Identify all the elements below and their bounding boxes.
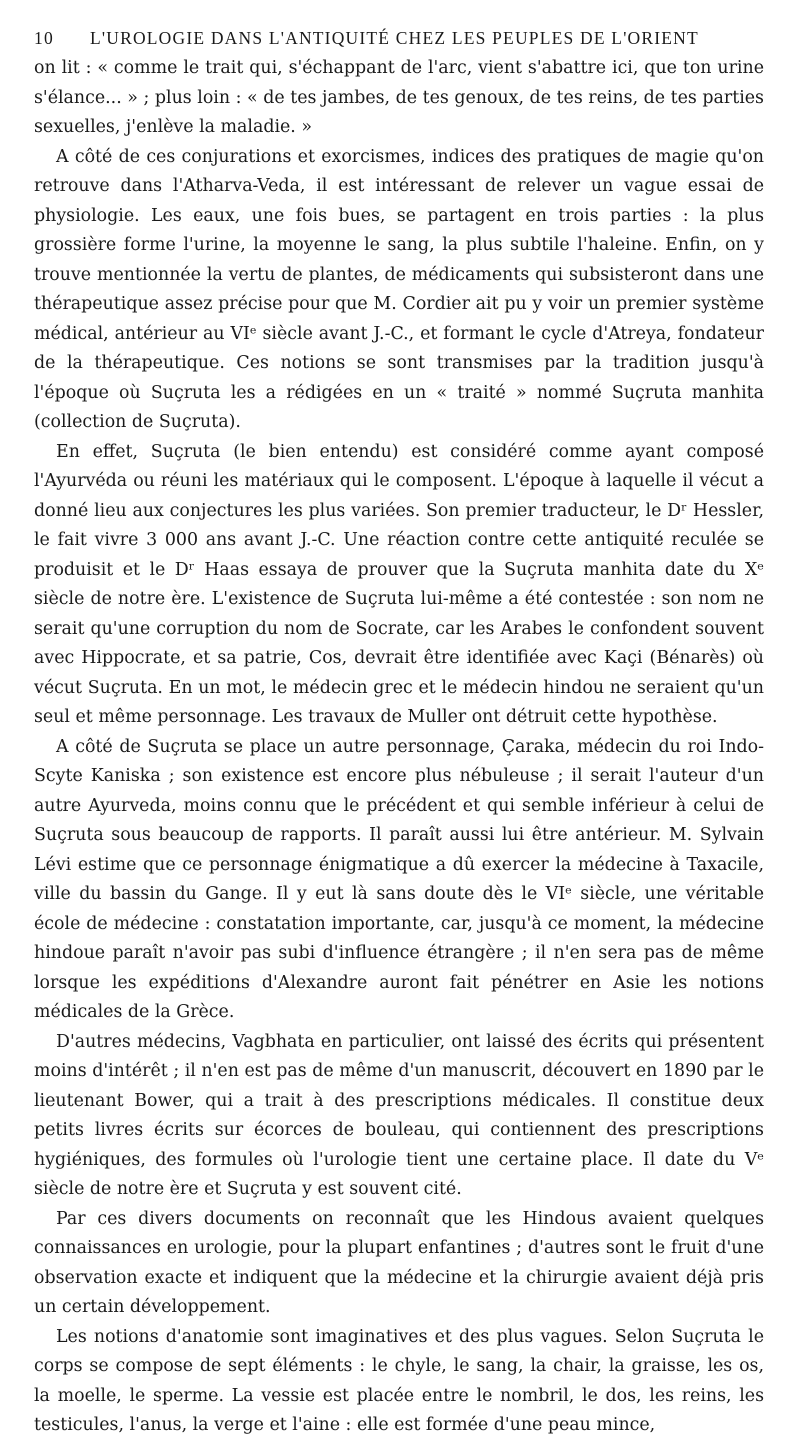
paragraph: D'autres médecins, Vagbhata en particulier, ont laissé des écrits qui présentent moins d'intérêt ; il n'en est pas de même d'un manuscrit, découvert en 1890 par le lieutenant Bower, qui a trait à des prescriptions médicales. Il constitue deux petits livres écrits sur écorces de bouleau, qui contiennent des prescriptions hygiéniques, des formules où l'urologie tient une certaine place. Il date du Vᵉ siècle de notre ère et Suçruta y est souvent cité.: [34, 1031, 764, 1199]
paragraph-continuation: on lit : « comme le trait qui, s'échappant de l'arc, vient s'abattre ici, que ton urine s'élance... » ; plus loin : « de tes jambes, de tes genoux, de tes reins, de tes parties sexuelles, j'enlève la maladie. »: [34, 58, 764, 137]
body-text: [34, 54, 764, 1441]
paragraph: A côté de Suçruta se place un autre personnage, Çaraka, médecin du roi Indo-Scyte Kaniska ; son existence est encore plus nébuleuse ; il serait l'auteur d'un autre Ayurveda, moins connu que le précédent et qui semble inférieur à celui de Suçruta sous beaucoup de rapports. Il paraît aussi lui être antérieur. M. Sylvain Lévi estime que ce personnage énigmatique a dû exercer la médecine à Taxacile, ville du bassin du Gange. Il y eut là sans doute dès le VIᵉ siècle, une véritable école de médecine : constatation importante, car, jusqu'à ce moment, la médecine hindoue paraît n'avoir pas subi d'influence étrangère ; il n'en sera pas de même lorsque les expéditions d'Alexandre auront fait pénétrer en Asie les notions médicales de la Grèce.: [34, 736, 764, 1022]
paragraph: En effet, Suçruta (le bien entendu) est considéré comme ayant composé l'Ayurvéda ou réuni les matériaux qui le composent. L'époque à laquelle il vécut a donné lieu aux conjectures les plus variées. Son premier traducteur, le Dʳ Hessler, le fait vivre 3 000 ans avant J.-C. Une réaction contre cette antiquité reculée se produisit et le Dʳ Haas essaya de prouver que la Suçruta manhita date du Xᵉ siècle de notre ère. L'existence de Suçruta lui-même a été contestée : son nom ne serait qu'une corruption du nom de Socrate, car les Arabes le confondent souvent avec Hippocrate, et sa patrie, Cos, devrait être identifiée avec Kaçi (Bénarès) où vécut Suçruta. En un mot, le médecin grec et le médecin hindou ne seraient qu'un seul et même personnage. Les travaux de Muller ont détruit cette hypothèse.: [34, 441, 764, 727]
paragraph: A côté de ces conjurations et exorcismes, indices des pratiques de magie qu'on retrouve dans l'Atharva-Veda, il est intéressant de relever un vague essai de physiologie. Les eaux, une fois bues, se partagent en trois parties : la plus grossière forme l'urine, la moyenne le sang, la plus subtile l'haleine. Enfin, on y trouve mentionnée la vertu de plantes, de médicaments qui subsisteront dans une thérapeutique assez précise pour que M. Cordier ait pu y voir un premier système médical, antérieur au VIᵉ siècle avant J.-C., et formant le cycle d'Atreya, fondateur de la thérapeutique. Ces notions se sont transmises par la tradition jusqu'à l'époque où Suçruta les a rédigées en un « traité » nommé Suçruta manhita (collection de Suçruta).: [34, 146, 764, 432]
paragraph: Les notions d'anatomie sont imaginatives et des plus vagues. Selon Suçruta le corps se compose de sept éléments : le chyle, le sang, la chair, la graisse, les os, la moelle, le sperme. La vessie est placée entre le nombril, le dos, les reins, les testicules, l'anus, la verge et l'aine : elle est formée d'une peau mince,: [34, 1326, 764, 1435]
running-head: [34, 24, 764, 54]
page-number: 10: [34, 28, 54, 48]
paragraph: Par ces divers documents on reconnaît que les Hindous avaient quelques connaissances en urologie, pour la plupart enfantines ; d'autres sont le fruit d'une observation exacte et indiquent que la médecine et la chirurgie avaient déjà pris un certain développement.: [34, 1208, 764, 1317]
book-page: [34, 24, 764, 1435]
running-title: L'UROLOGIE DANS L'ANTIQUITÉ CHEZ LES PEUPLES DE L'ORIENT: [90, 28, 699, 48]
